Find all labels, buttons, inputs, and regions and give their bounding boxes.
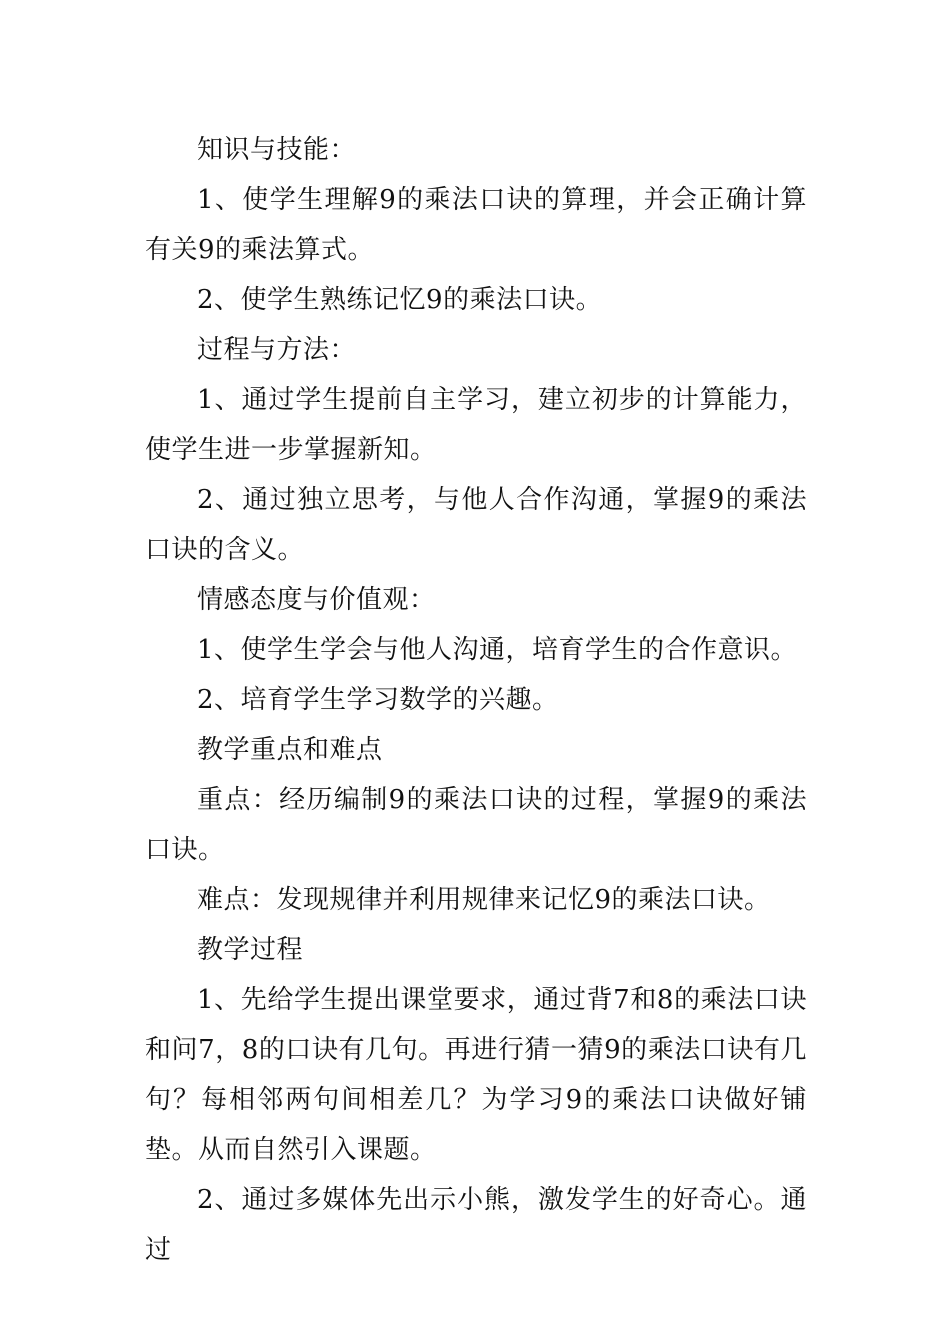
paragraph: 2、培育学生学习数学的兴趣。 bbox=[197, 685, 559, 715]
paragraph: 知识与技能： bbox=[197, 135, 357, 165]
paragraph: 难点：发现规律并利用规律来记忆9的乘法口诀。 bbox=[197, 885, 771, 915]
paragraph: 重点：经历编制9的乘法口诀的过程，掌握9的乘法口诀。 bbox=[145, 785, 807, 865]
paragraph: 教学重点和难点 bbox=[197, 735, 383, 765]
paragraph: 教学过程 bbox=[197, 935, 304, 965]
paragraph: 情感态度与价值观： bbox=[197, 585, 436, 615]
paragraph: 过程与方法： bbox=[197, 335, 357, 365]
paragraph: 2、通过多媒体先出示小熊，激发学生的好奇心。通过 bbox=[145, 1185, 807, 1265]
document-body bbox=[145, 125, 807, 1275]
paragraph: 2、通过独立思考，与他人合作沟通，掌握9的乘法口诀的含义。 bbox=[145, 485, 807, 565]
paragraph: 1、通过学生提前自主学习，建立初步的计算能力，使学生进一步掌握新知。 bbox=[145, 385, 807, 465]
paragraph: 2、使学生熟练记忆9的乘法口诀。 bbox=[197, 285, 603, 315]
paragraph: 1、使学生学会与他人沟通，培育学生的合作意识。 bbox=[197, 635, 798, 665]
paragraph: 1、使学生理解9的乘法口诀的算理，并会正确计算有关9的乘法算式。 bbox=[145, 185, 807, 265]
paragraph: 1、先给学生提出课堂要求，通过背7和8的乘法口诀和问7，8的口诀有几句。再进行猜一猜9的乘法口诀有几句？每相邻两句间相差几？为学习9的乘法口诀做好铺垫。从而自然引入课题。 bbox=[145, 985, 807, 1165]
